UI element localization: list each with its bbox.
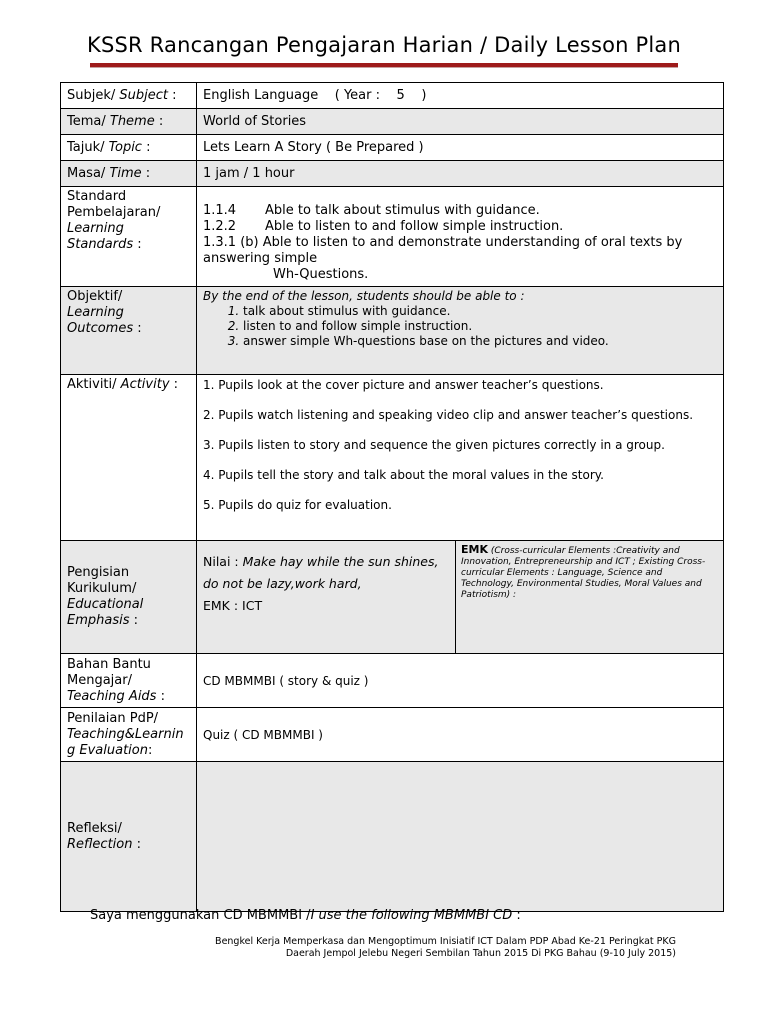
value-learning-standards	[197, 187, 724, 287]
emk-ict: EMK : ICT	[203, 598, 263, 613]
standard-line: Wh-Questions.	[273, 267, 369, 282]
value-activity	[197, 375, 724, 541]
row-learning-standards	[61, 187, 724, 287]
label-ms: Standard Pembelajaran/	[67, 189, 161, 220]
value-evaluation: Quiz ( CD MBMMBI )	[197, 708, 724, 762]
value-topic: Lets Learn A Story ( Be Prepared )	[197, 135, 724, 161]
title-underline	[90, 63, 678, 68]
label-en: Topic	[108, 139, 142, 155]
label-ms: Objektif/	[67, 289, 123, 304]
activity-item: 2. Pupils watch listening and speaking video clip and answer teacher’s questions.	[203, 408, 694, 422]
row-reflection	[61, 762, 724, 912]
emphasis-split	[197, 541, 723, 653]
label-ms: Masa/	[67, 165, 110, 181]
label-time	[61, 161, 197, 187]
list-item: 2. listen to and follow simple instruction.	[243, 319, 717, 334]
label-subject	[61, 83, 197, 109]
label-suffix: :	[133, 321, 142, 336]
row-time	[61, 161, 724, 187]
label-en: Teaching Aids	[67, 688, 157, 704]
label-topic	[61, 135, 197, 161]
activity-item: 1. Pupils look at the cover picture and answer teacher’s questions.	[203, 378, 604, 392]
lesson-plan-table	[60, 82, 724, 912]
value-time: 1 jam / 1 hour	[197, 161, 724, 187]
value-reflection[interactable]	[197, 762, 724, 912]
value-teaching-aids: CD MBMMBI ( story & quiz )	[197, 654, 724, 708]
standard-line: 1.3.1 (b) Able to listen to and demonstrate understanding of oral texts by answering simple	[203, 235, 683, 266]
label-ms: Pengisian Kurikulum/	[67, 565, 137, 596]
label-en: Learning Standards	[67, 221, 134, 252]
nilai-value: Make hay while the sun shines, do not be lazy,work hard,	[203, 554, 439, 591]
footer-note-suffix: :	[512, 908, 521, 923]
label-educational-emphasis	[61, 541, 197, 654]
label-teaching-aids	[61, 654, 197, 708]
row-subject	[61, 83, 724, 109]
row-teaching-aids	[61, 654, 724, 708]
row-topic	[61, 135, 724, 161]
list-item: 1. talk about stimulus with guidance.	[243, 304, 717, 319]
emk-note: (Cross-curricular Elements :Creativity and Innovation, Entrepreneurship and ICT ; Existing Cross-curricular Elements : Language, Science and Technology, Environmental Studies, Moral Values and Patriotism) :	[461, 546, 706, 600]
label-suffix: :	[141, 139, 151, 155]
label-en: Subject	[119, 87, 169, 103]
label-suffix: :	[133, 237, 142, 252]
label-en: Reflection	[67, 836, 133, 852]
nilai-label: Nilai :	[203, 554, 243, 569]
workshop-credits	[215, 936, 676, 960]
label-en: Learning Outcomes	[67, 305, 134, 336]
nilai-cell	[197, 541, 456, 653]
row-theme	[61, 109, 724, 135]
label-suffix: :	[147, 742, 153, 758]
row-educational-emphasis	[61, 541, 724, 654]
label-ms: Penilaian PdP/	[67, 710, 159, 726]
footer-note-en: I use the following MBMMBI CD	[310, 908, 513, 923]
label-learning-standards	[61, 187, 197, 287]
label-ms: Refleksi/	[67, 820, 122, 836]
list-item: 3. answer simple Wh-questions base on the pictures and video.	[243, 334, 717, 349]
value-subject: English Language ( Year : 5 )	[197, 83, 724, 109]
standard-line: 1.2.2 Able to listen to and follow simple instruction.	[203, 219, 564, 234]
label-suffix: :	[169, 377, 179, 392]
footer-note-ms: Saya menggunakan CD MBMMBI /	[90, 908, 311, 923]
label-ms: Aktiviti/	[67, 377, 121, 392]
label-en: Time	[109, 165, 142, 181]
value-learning-outcomes	[197, 287, 724, 375]
label-ms: Subjek/	[67, 87, 120, 103]
label-en: Activity	[120, 377, 170, 392]
label-suffix: :	[129, 613, 139, 628]
value-educational-emphasis	[197, 541, 724, 654]
activity-item: 5. Pupils do quiz for evaluation.	[203, 498, 392, 512]
document-title: KSSR Rancangan Pengajaran Harian / Daily Lesson Plan	[86, 33, 682, 57]
label-en: Educational Emphasis	[67, 597, 144, 628]
standard-line: 1.1.4 Able to talk about stimulus with guidance.	[203, 203, 540, 218]
label-activity	[61, 375, 197, 541]
label-suffix: :	[132, 836, 141, 852]
footer-note	[90, 908, 521, 923]
activity-item: 4. Pupils tell the story and talk about the moral values in the story.	[203, 468, 604, 482]
label-theme	[61, 109, 197, 135]
label-en: Theme	[109, 113, 155, 129]
label-ms: Tajuk/	[67, 139, 109, 155]
credit-line: Daerah Jempol Jelebu Negeri Sembilan Tahun 2015 Di PKG Bahau (9-10 July 2015)	[285, 948, 676, 959]
label-suffix: :	[156, 688, 165, 704]
label-ms: Bahan Bantu Mengajar/	[67, 656, 151, 688]
label-suffix: :	[154, 113, 164, 129]
emk-heading: EMK	[461, 543, 488, 556]
label-learning-outcomes	[61, 287, 197, 375]
label-reflection	[61, 762, 197, 912]
label-ms: Tema/	[67, 113, 110, 129]
label-suffix: :	[141, 165, 151, 181]
activity-item: 3. Pupils listen to story and sequence the given pictures correctly in a group.	[203, 438, 665, 452]
outcomes-intro: By the end of the lesson, students should be able to :	[203, 289, 525, 303]
label-en: Teaching&Learning Evaluation	[67, 726, 184, 758]
outcomes-list	[203, 304, 717, 349]
row-activity	[61, 375, 724, 541]
row-learning-outcomes	[61, 287, 724, 375]
label-evaluation	[61, 708, 197, 762]
value-theme: World of Stories	[197, 109, 724, 135]
emk-cell	[456, 541, 724, 653]
label-suffix: :	[168, 87, 177, 103]
credit-line: Bengkel Kerja Memperkasa dan Mengoptimum Inisiatif ICT Dalam PDP Abad Ke-21 Peringkat PKG	[215, 936, 676, 947]
row-evaluation	[61, 708, 724, 762]
